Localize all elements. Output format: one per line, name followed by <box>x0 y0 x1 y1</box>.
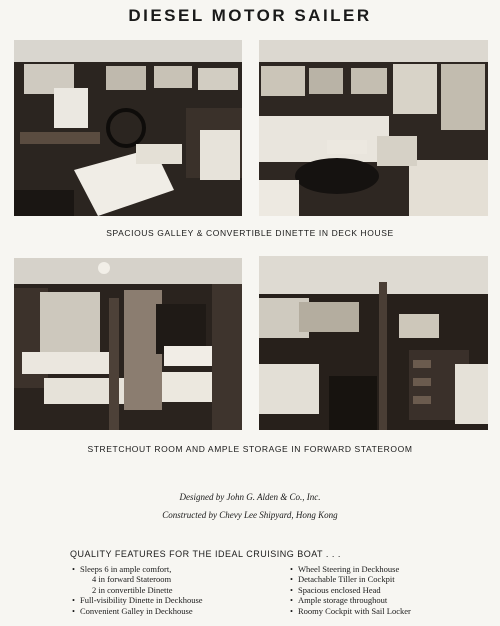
list-item <box>72 606 203 616</box>
bullet-icon: • <box>290 574 293 585</box>
stretchout-room-photo <box>14 258 242 430</box>
bullet-icon: • <box>72 605 75 616</box>
list-item <box>72 564 203 595</box>
bottom-photos-caption: STRETCHOUT ROOM AND AMPLE STORAGE IN FORWARD STATEROOM <box>87 444 413 454</box>
feature-text: Sleeps 6 in ample comfort, <box>80 564 172 574</box>
builder-credit: Constructed by Chevy Lee Shipyard, Hong Kong <box>162 510 338 520</box>
feature-text: Full-visibility Dinette in Deckhouse <box>80 595 203 606</box>
feature-text: Ample storage throughout <box>298 595 388 606</box>
feature-text: Convenient Galley in Deckhouse <box>80 605 193 616</box>
feature-text: Spacious enclosed Head <box>298 584 381 595</box>
forward-stateroom-photo <box>259 256 488 430</box>
bullet-icon: • <box>290 605 293 616</box>
feature-text: Detachable Tiller in Cockpit <box>298 574 395 585</box>
list-item <box>290 585 411 595</box>
dinette-deckhouse-photo <box>259 40 488 216</box>
feature-text: Wheel Steering in Deckhouse <box>298 564 400 574</box>
list-item <box>290 606 411 616</box>
list-item <box>72 595 203 605</box>
features-list-left <box>72 564 203 616</box>
features-list-right <box>290 564 411 616</box>
bullet-icon: • <box>290 595 293 606</box>
list-item <box>290 574 411 584</box>
top-photos-caption: SPACIOUS GALLEY & CONVERTIBLE DINETTE IN DECK HOUSE <box>106 228 394 238</box>
feature-subtext: 4 in forward Stateroom <box>92 574 172 585</box>
page-title: DIESEL MOTOR SAILER <box>128 6 372 25</box>
designer-credit: Designed by John G. Alden & Co., Inc. <box>179 492 321 502</box>
bullet-icon: • <box>72 564 75 574</box>
galley-deckhouse-photo <box>14 40 242 216</box>
list-item <box>290 564 411 574</box>
bullet-icon: • <box>290 584 293 595</box>
bullet-icon: • <box>290 564 293 574</box>
feature-text: Roomy Cockpit with Sail Locker <box>298 605 411 616</box>
feature-subtext: 2 in convertible Dinette <box>92 584 173 595</box>
features-heading: QUALITY FEATURES FOR THE IDEAL CRUISING BOAT . . . <box>70 549 341 559</box>
list-item <box>290 595 411 605</box>
bullet-icon: • <box>72 595 75 606</box>
